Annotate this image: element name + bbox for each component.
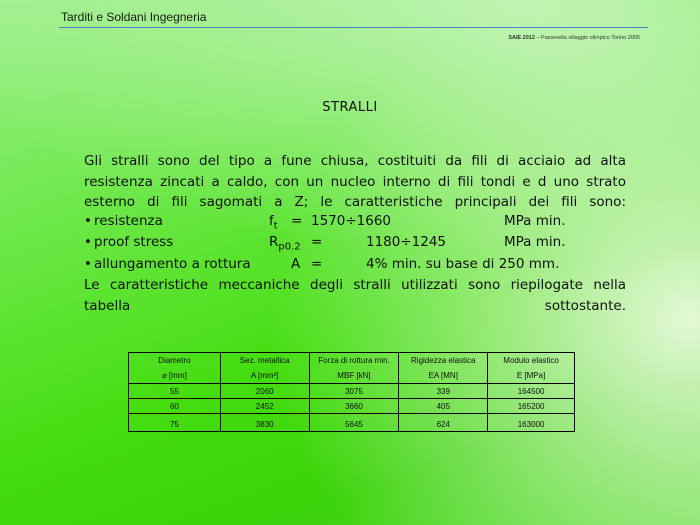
header-cell: Modulo elastico (488, 353, 575, 369)
property-name: resistenza (94, 213, 163, 229)
unit-cell: E [MPa] (488, 368, 575, 384)
intro-line: esterno di fili sagomati a Z; le caratteristiche principali dei fili sono: (84, 194, 626, 210)
table-row (129, 417, 575, 432)
table-header-row (129, 353, 575, 369)
intro-line: resistenza zincati a caldo, con un nucleo interno di fili tondi e d uno strato (84, 173, 626, 190)
property-unit: MPa min. (504, 213, 566, 229)
property-symbol: $R_{p0.2}$ (269, 234, 301, 253)
slide-subtitle (508, 35, 640, 41)
table-cell: 165200 (488, 399, 575, 414)
table-row (129, 399, 575, 414)
table-cell: 3830 (220, 417, 309, 432)
property-value: 4% min. su base di 250 mm. (366, 256, 560, 272)
table-cell: 3660 (309, 399, 399, 414)
equals-sign: = (311, 234, 323, 250)
table-cell: 163000 (488, 417, 575, 432)
bullet: • (84, 256, 92, 272)
subtitle-project: – Passerella villaggio olimpico Torino 2006 (534, 35, 640, 41)
intro-line: Gli stralli sono del tipo a fune chiusa, costituiti da fili di acciaio ad alta (84, 153, 626, 169)
table-cell: 2452 (220, 399, 309, 414)
unit-cell: EA [MN] (399, 368, 488, 384)
intro-paragraph (84, 151, 626, 213)
unit-cell: MBF [kN] (309, 368, 399, 384)
header-cell: Diametro (129, 353, 221, 369)
header-cell: Forza di rottura min. (309, 353, 399, 369)
table-cell: 60 (129, 399, 221, 414)
bullet: • (84, 213, 92, 229)
property-unit: MPa min. (504, 234, 566, 250)
property-name: proof stress (94, 234, 174, 250)
unit-cell: A [mm²] (220, 368, 309, 384)
slide-title: STRALLI (322, 100, 378, 115)
table-cell: 3075 (309, 384, 399, 399)
subtitle-event: SAIE 2012 (508, 35, 535, 41)
outro-line: tabella sottostante. (84, 297, 626, 314)
unit-cell: ⌀ [mm] (129, 368, 221, 384)
equals-sign: = (291, 213, 303, 229)
property-symbol: A (291, 256, 301, 272)
table-cell: 75 (129, 417, 221, 432)
header-cell: Sez. metallica (220, 353, 309, 369)
table-cell: 624 (399, 417, 488, 432)
table-cell: 405 (399, 399, 488, 414)
table-cell: 2060 (220, 384, 309, 399)
bullet: • (84, 234, 92, 250)
company-name: Tarditi e Soldani Ingegneria (61, 10, 207, 24)
outro-line: Le caratteristiche meccaniche degli stralli utilizzati sono riepilogate nella (84, 277, 626, 293)
header-rule (59, 27, 648, 28)
property-name: allungamento a rottura (94, 256, 251, 272)
table-units-row (129, 368, 575, 384)
table-cell: 5645 (309, 417, 399, 432)
table-cell: 164500 (488, 384, 575, 399)
outro-paragraph (84, 275, 626, 316)
table-row (129, 384, 575, 399)
cable-spec-table (128, 352, 575, 432)
property-value: 1180÷1245 (366, 234, 447, 250)
header-cell: Rigidezza elastica (399, 353, 488, 369)
property-value: 1570÷1660 (311, 213, 392, 229)
equals-sign: = (311, 256, 323, 272)
table-cell: 55 (129, 384, 221, 399)
table-cell: 339 (399, 384, 488, 399)
property-symbol: $f_t$ (269, 213, 278, 232)
